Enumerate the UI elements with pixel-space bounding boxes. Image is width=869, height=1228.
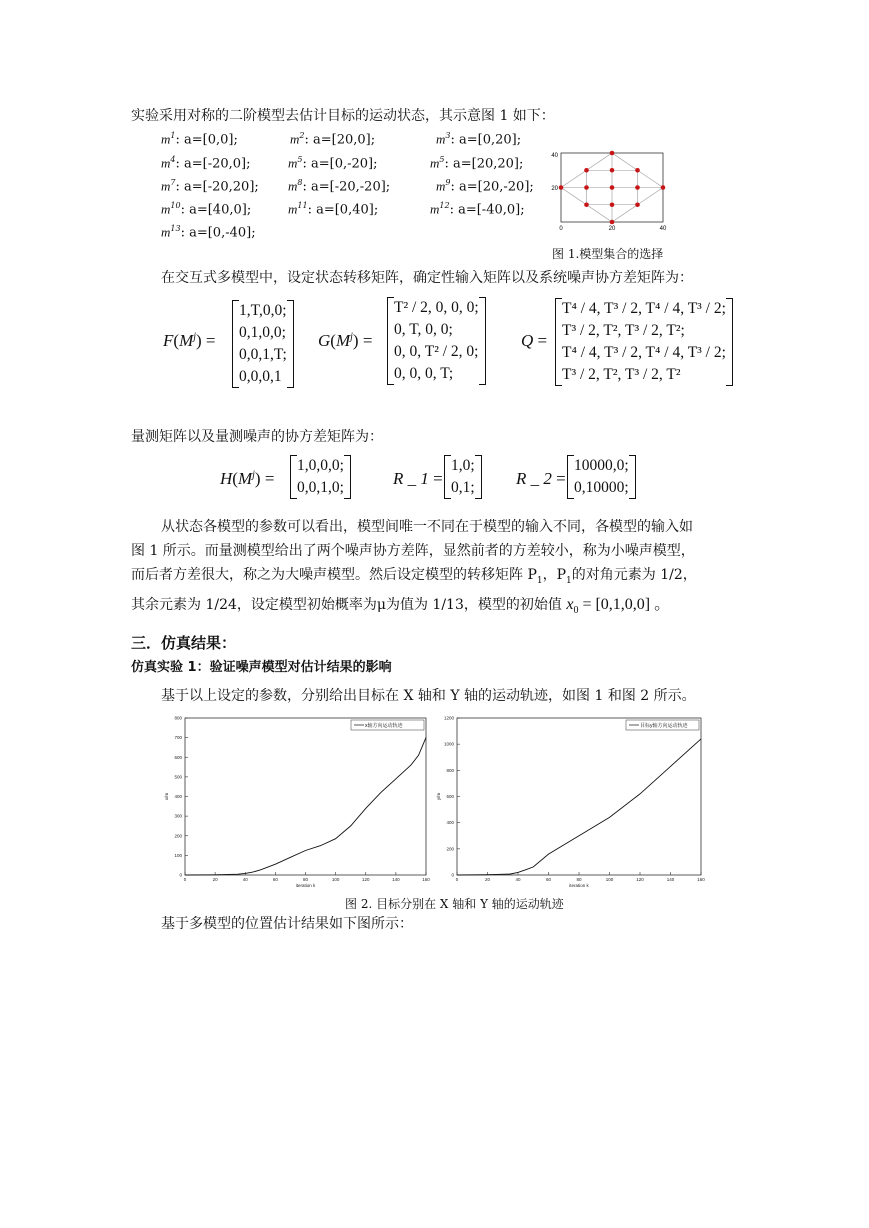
- equation-r2-lhs: R _ 2 =: [516, 469, 566, 488]
- y-tick-label: 800: [174, 715, 182, 721]
- y-axis-label: y/m: [436, 792, 441, 801]
- figure-2-caption: 图 2. 目标分别在 X 轴和 Y 轴的运动轨迹: [345, 897, 564, 911]
- chart-x-trajectory: [160, 712, 432, 890]
- matrix-row: T⁴ / 4, T³ / 2, T⁴ / 4, T³ / 2;: [562, 300, 726, 317]
- y-axis-label: x/m: [164, 792, 169, 801]
- matrix-h: [290, 455, 351, 499]
- x-tick-label: 100: [605, 877, 614, 882]
- matrix-row: 0,10000;: [574, 479, 629, 496]
- experiment-heading: 仿真实验 1：验证噪声模型对估计结果的影响: [131, 660, 392, 675]
- x-axis-label: iteration k: [295, 883, 316, 888]
- y-tick-label: 700: [174, 735, 182, 741]
- fig1-model-point: [610, 151, 615, 156]
- equation-r1-lhs: R _ 1 =: [393, 469, 443, 488]
- fig1-model-point: [635, 185, 640, 190]
- fig1-model-point: [610, 185, 615, 190]
- description-line: 从状态各模型的参数可以看出，模型间唯一不同在于模型的输入不同，各模型的输入如: [161, 519, 693, 535]
- x-tick-label: 80: [576, 877, 582, 882]
- x-tick-label: 140: [666, 877, 675, 882]
- chart-frame: [457, 718, 701, 875]
- model-entry: $m^5$: a=[0,-20];: [288, 155, 378, 172]
- matrix-r2: [567, 455, 636, 499]
- fig1-model-point: [610, 202, 615, 207]
- y-tick-label: 100: [174, 852, 182, 858]
- model-entry: $m^{12}$: a=[-40,0];: [430, 201, 525, 218]
- x-tick-label: 120: [361, 877, 370, 882]
- matrix-row: 0, T, 0, 0;: [394, 321, 453, 338]
- measurement-paragraph: 量测矩阵以及量测噪声的协方差矩阵为：: [131, 429, 383, 445]
- x-axis-label: iteration k: [569, 883, 589, 888]
- section-heading: 三．仿真结果：: [131, 634, 237, 652]
- fig1-ytick: 20: [551, 186, 558, 192]
- model-entry: $m^5$: a=[20,20];: [430, 155, 524, 172]
- model-entry: $m^1$: a=[0,0];: [161, 131, 238, 148]
- fig1-xtick: 40: [659, 226, 667, 232]
- description-line: 其余元素为 1/24，设定模型初始概率为μ为值为 1/13，模型的初始值 $x_0 = [0,1,0,0]$ 。: [131, 596, 671, 617]
- fig1-model-point: [635, 168, 640, 173]
- y-tick-label: 400: [174, 794, 182, 799]
- matrix-row: 1,T,0,0;: [239, 302, 287, 319]
- x-tick-label: 80: [302, 877, 309, 882]
- matrix-row: T³ / 2, T², T³ / 2, T²;: [562, 322, 685, 339]
- x-tick-label: 20: [484, 877, 491, 882]
- y-tick-label: 400: [446, 820, 454, 826]
- track-paragraph: 基于以上设定的参数，分别给出目标在 X 轴和 Y 轴的运动轨迹，如图 1 和图 2 所示。: [161, 688, 696, 704]
- model-entry: $m^{11}$: a=[0,40];: [288, 201, 379, 218]
- figure-1-model-set: [545, 145, 680, 235]
- series-line: [457, 739, 701, 875]
- fig1-model-point: [635, 202, 640, 207]
- x-tick-label: 160: [697, 877, 705, 882]
- fig1-model-point: [559, 185, 564, 190]
- imm-paragraph: 在交互式多模型中，设定状态转移矩阵，确定性输入矩阵以及系统噪声协方差矩阵为：: [161, 270, 693, 286]
- matrix-row: 0,0,0,1: [239, 368, 282, 385]
- fig1-model-point: [610, 220, 615, 225]
- matrix-row: 10000,0;: [574, 457, 629, 474]
- x-tick-label: 160: [422, 877, 430, 882]
- fig1-ytick: 40: [551, 153, 558, 159]
- x-tick-label: 60: [545, 877, 552, 882]
- model-entry: $m^3$: a=[0,20];: [436, 131, 522, 148]
- equation-h-lhs: $H(M^j)$ =: [220, 469, 275, 488]
- matrix-row: 0,1;: [451, 479, 475, 496]
- model-entry: $m^2$: a=[20,0];: [290, 131, 376, 148]
- fig1-model-point: [584, 185, 589, 190]
- x-tick-label: 40: [242, 877, 248, 882]
- x-tick-label: 60: [272, 877, 278, 882]
- figure-1-caption: 图 1.模型集合的选择: [552, 247, 664, 261]
- matrix-row: 1,0;: [451, 457, 475, 474]
- x-tick-label: 0: [455, 877, 459, 882]
- y-tick-label: 0: [179, 872, 182, 878]
- description-line: 而后者方差很大，称之为大噪声模型。然后设定模型的转移矩阵 $P_1$，$P_1$的对角元素为 1/2，: [131, 567, 697, 586]
- y-tick-label: 600: [174, 754, 182, 760]
- x-tick-label: 20: [212, 877, 218, 882]
- fig1-xtick: 20: [608, 226, 616, 232]
- model-entry: $m^8$: a=[-20,-20];: [288, 178, 391, 195]
- description-line: 图 1 所示。而量测模型给出了两个噪声协方差阵，显然前者的方差较小，称为小噪声模型，: [131, 543, 695, 559]
- x-tick-label: 0: [183, 877, 187, 882]
- matrix-row: 0,1,0,0;: [239, 324, 286, 341]
- x-tick-label: 140: [392, 877, 400, 882]
- y-tick-label: 300: [174, 813, 182, 819]
- equation-f-lhs: $F(M^j)$ =: [163, 331, 216, 350]
- matrix-row: 0, 0, 0, T;: [394, 365, 454, 382]
- y-tick-label: 500: [174, 774, 182, 780]
- legend-label: x轴方向运动轨迹: [365, 723, 403, 729]
- legend-label: 目标y轴方向运动轨迹: [640, 723, 688, 729]
- equation-q-lhs: Q =: [521, 331, 548, 350]
- y-tick-label: 0: [451, 872, 454, 878]
- y-tick-label: 1000: [443, 741, 454, 747]
- model-entry: $m^{13}$: a=[0,-40];: [161, 224, 256, 241]
- y-tick-label: 1200: [443, 715, 454, 721]
- matrix-row: T² / 2, 0, 0, 0;: [394, 299, 479, 316]
- matrix-row: 0,0,1,T;: [239, 346, 287, 363]
- matrix-row: 1,0,0,0;: [297, 457, 344, 474]
- matrix-row: T³ / 2, T², T³ / 2, T²: [562, 366, 681, 383]
- y-tick-label: 600: [446, 794, 454, 799]
- fig1-model-point: [661, 185, 666, 190]
- x-tick-label: 120: [636, 877, 644, 882]
- chart-frame: [185, 718, 426, 875]
- y-tick-label: 200: [446, 846, 454, 852]
- y-tick-label: 200: [174, 833, 182, 839]
- model-entry: $m^9$: a=[20,-20];: [436, 178, 534, 195]
- x-tick-label: 40: [515, 877, 521, 882]
- matrix-g: [387, 297, 486, 385]
- model-entry: $m^7$: a=[-20,20];: [161, 178, 259, 195]
- equation-g-lhs: $G(M^j)$ =: [318, 331, 373, 350]
- fig1-xtick: 0: [559, 226, 563, 232]
- intro-text: 实验采用对称的二阶模型去估计目标的运动状态，其示意图 1 如下：: [131, 108, 555, 124]
- series-line: [185, 738, 426, 875]
- matrix-r1: [444, 455, 482, 499]
- fig1-model-point: [584, 202, 589, 207]
- model-entry: $m^{10}$: a=[40,0];: [161, 201, 252, 218]
- chart-y-trajectory: [432, 712, 707, 890]
- x-tick-label: 100: [331, 877, 340, 882]
- y-tick-label: 800: [446, 767, 454, 773]
- estimate-paragraph: 基于多模型的位置估计结果如下图所示：: [161, 916, 413, 932]
- matrix-row: 0, 0, T² / 2, 0;: [394, 343, 479, 360]
- matrix-row: T⁴ / 4, T³ / 2, T⁴ / 4, T³ / 2;: [562, 344, 726, 361]
- matrix-row: 0,0,1,0;: [297, 479, 344, 496]
- matrix-f: [232, 300, 294, 388]
- model-entry: $m^4$: a=[-20,0];: [161, 155, 251, 172]
- fig1-model-point: [610, 168, 615, 173]
- matrix-q: [555, 298, 733, 386]
- fig1-model-point: [584, 168, 589, 173]
